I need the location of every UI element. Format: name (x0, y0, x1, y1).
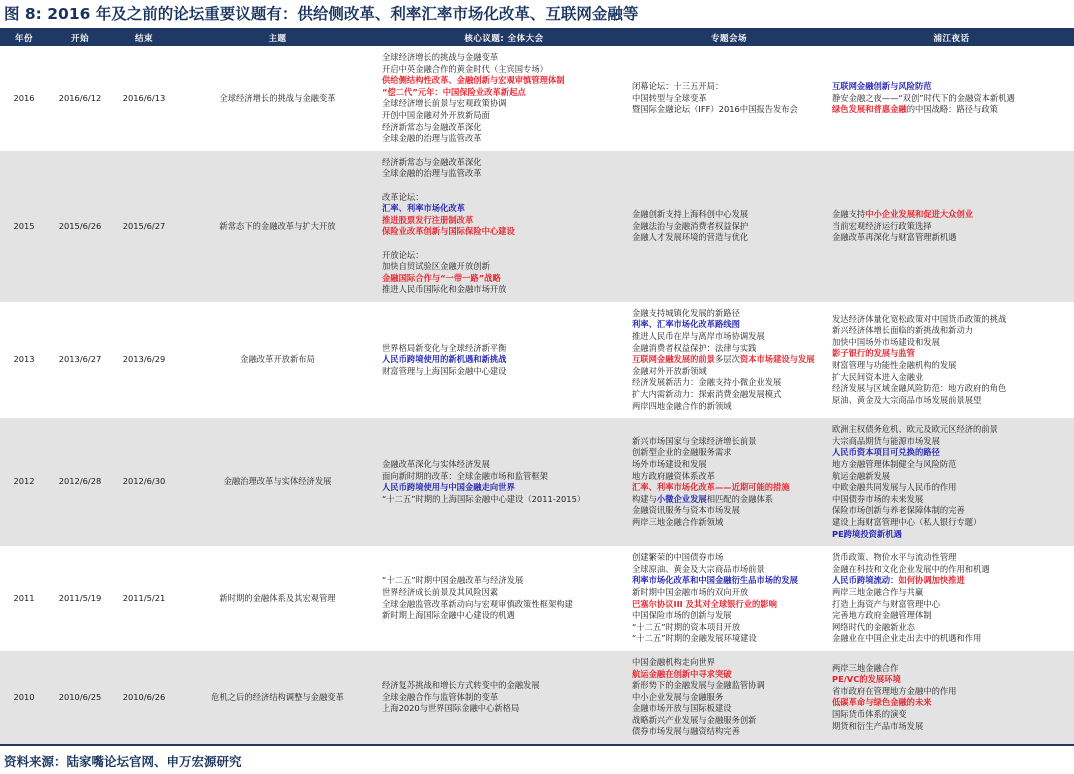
table-row (0, 302, 1074, 418)
topic-line: 全球金融的治理与监管改革 (382, 168, 482, 179)
topic-line (382, 180, 626, 192)
topic-line: 两岸四地金融合作的新领域 (632, 400, 732, 411)
table-body (0, 46, 1074, 744)
row-night-topics (829, 151, 1074, 302)
topic-line: 财富管理与上海国际金融中心建设 (382, 365, 507, 376)
topic-line: 人民币跨境使用的新机遇和新挑战 (382, 354, 507, 365)
column-header-end: 结束 (112, 29, 176, 47)
topic-line: PE/VC的发展环境 (832, 674, 901, 685)
row-year: 2013 (0, 302, 48, 418)
topic-line: 金融人才发展环境的营造与优化 (632, 232, 749, 243)
topic-line: 保险业改革创新与国际保险中心建设 (382, 226, 515, 237)
topic-line: 国际货币体系的演变 (832, 709, 907, 720)
column-header-year: 年份 (0, 29, 48, 47)
topic-line: 加快中国场外市场建设和发展 (832, 336, 940, 347)
figure-title: 图 8: 2016 年及之前的论坛重要议题有：供给侧改革、利率汇率市场化改革、互联网金融等 (4, 5, 639, 23)
topic-line: 扩大民间资本进入金融业 (832, 371, 924, 382)
row-session-topics (629, 651, 829, 744)
topic-segment: 互联网金融发展的前景 (632, 354, 715, 365)
topic-line: 省市政府在管理地方金融中的作用 (832, 685, 957, 696)
row-end-date: 2013/6/29 (112, 302, 176, 418)
topic-line: 金融资讯服务与资本市场发展 (632, 505, 740, 516)
row-theme: 全球经济增长的挑战与金融变革 (176, 46, 379, 151)
topic-line: 面向新时期的改革：全球金融市场和监管框架 (382, 470, 548, 481)
topic-line: 金融在科技和文化企业发展中的作用和机遇 (832, 563, 990, 574)
topic-line: 巴塞尔协议III 及其对全球银行业的影响 (632, 598, 777, 609)
row-end-date: 2015/6/27 (112, 151, 176, 302)
topic-line: 金融法治与金融消费者权益保护 (632, 220, 749, 231)
topic-line: 利率、汇率市场化改革路线图 (632, 319, 740, 330)
topic-line: 开放论坛： (382, 249, 424, 260)
topic-line: 欧洲主权债务危机、欧元及欧元区经济的前景 (832, 424, 998, 435)
row-start-date: 2011/5/19 (48, 546, 112, 651)
column-header-session: 专题会场 (629, 29, 829, 47)
row-start-date: 2012/6/28 (48, 418, 112, 546)
row-session-topics (629, 46, 829, 151)
topic-line: 金融支持城镇化发展的新路径 (632, 307, 740, 318)
topic-segment: 人民币跨境流动： (832, 575, 899, 586)
topic-segment: 绿色发展和普惠金融 (832, 104, 907, 115)
topic-line: 地方金融管理体制健全与风险防范 (832, 459, 957, 469)
topic-line: 两岸三地金融合作新领域 (632, 516, 724, 527)
topic-segment: 的中国战略：路径与政策 (906, 104, 998, 115)
topic-line (832, 104, 1071, 116)
topic-line: 汇率、利率市场化改革 (382, 203, 465, 214)
topic-line: “十二五”时期的金融发展环境建设 (632, 633, 757, 644)
topic-line: 期货和衍生产品市场发展 (832, 720, 924, 731)
topic-line (632, 354, 826, 366)
topic-line: “十二五”时期的资本项目开放 (632, 621, 741, 632)
row-session-topics (629, 151, 829, 302)
column-header-start: 开始 (48, 29, 112, 47)
topic-line: 航运金融新发展 (832, 470, 891, 481)
topic-line: 金融消费者权益保护：法律与实践 (632, 342, 757, 353)
row-core-topics (379, 302, 629, 418)
topic-line: 打造上海资产与财富管理中心 (832, 598, 940, 609)
topic-line: 影子银行的发展与监管 (832, 348, 915, 359)
column-header-theme: 主题 (176, 29, 379, 47)
topic-segment: 多层次 (714, 354, 740, 365)
row-theme: 危机之后的经济结构调整与金融变革 (176, 651, 379, 744)
topic-line: 航运金融在创新中寻求突破 (632, 668, 732, 679)
topic-line: 新兴市场国家与全球经济增长前景 (632, 435, 757, 446)
forum-topics-table (0, 28, 1074, 744)
topic-line: “偿二代”元年：中国保险业改革新起点 (382, 86, 526, 97)
row-core-topics (379, 651, 629, 744)
row-core-topics (379, 151, 629, 302)
topic-line: 暨国际金融论坛（IFF）2016中国报告发布会 (632, 104, 798, 115)
table-row (0, 151, 1074, 302)
topic-line: 低碳革命与绿色金融的未来 (832, 697, 932, 708)
topic-line: 经济发展新活力：金融支持小微企业发展 (632, 377, 782, 388)
topic-line: 金融对外开放新领域 (632, 365, 707, 376)
topic-line: 建设上海财富管理中心（私人银行专题） (832, 516, 982, 527)
topic-segment: 相匹配的金融体系 (706, 493, 774, 504)
topic-line: 债券市场发展与融资结构完善 (632, 726, 740, 737)
topic-line: 全球金融合作与监管体制的变革 (382, 691, 499, 702)
row-core-topics (379, 418, 629, 546)
topic-line: 供给侧结构性改革、金融创新与宏观审慎管理体制 (382, 75, 565, 86)
topic-line: 当前宏观经济运行政策选择 (832, 220, 932, 231)
row-year: 2011 (0, 546, 48, 651)
topic-line: PE跨境投资新机遇 (832, 528, 902, 539)
topic-line: 两岸三地金融合作与共赢 (832, 586, 924, 597)
row-end-date: 2010/6/26 (112, 651, 176, 744)
topic-segment: 中小企业发展和促进大众创业 (865, 208, 974, 219)
row-start-date: 2010/6/25 (48, 651, 112, 744)
row-year: 2012 (0, 418, 48, 546)
row-night-topics (829, 651, 1074, 744)
topic-segment: 构建与 (632, 493, 657, 504)
topic-line: 全球经济增长的挑战与金融变革 (382, 52, 499, 62)
topic-line: 金融业在中国企业走出去中的机遇和作用 (832, 633, 982, 644)
row-end-date: 2011/5/21 (112, 546, 176, 651)
topic-line: 经济新常态与金融改革深化 (382, 156, 482, 167)
topic-segment: 资本市场建设与发展 (739, 354, 815, 365)
row-theme: 新常态下的金融改革与扩大开放 (176, 151, 379, 302)
topic-line: 保险市场创新与养老保障体制的完善 (832, 505, 965, 516)
row-year: 2010 (0, 651, 48, 744)
row-start-date: 2016/6/12 (48, 46, 112, 151)
topic-line: 金融市场开放与国际板建设 (632, 703, 732, 714)
topic-line: 扩大内需新动力：探索消费金融发展模式 (632, 389, 782, 400)
table-header-row (0, 29, 1074, 47)
row-night-topics (829, 302, 1074, 418)
topic-line: 大宗商品期货与能源市场发展 (832, 435, 940, 446)
topic-line: 加快自贸试验区金融开放创新 (382, 261, 490, 272)
topic-line: 全球原油、黄金及大宗商品市场前景 (632, 563, 765, 574)
topic-line: 全球金融监管改革新动向与宏观审慎政策性框架构建 (382, 598, 573, 609)
table-row (0, 546, 1074, 651)
topic-line: 金融国际合作与“一带一路”战略 (382, 272, 501, 283)
topic-line: 互联网金融创新与风险防范 (832, 80, 932, 91)
topic-line: 推进股票发行注册制改革 (382, 214, 474, 225)
topic-line: 全球经济增长前景与宏观政策协调 (382, 98, 507, 109)
topic-line: 开启中英金融合作的黄金时代（主宾国专场） (382, 63, 548, 74)
topic-line: 中国债券市场的未来发展 (832, 493, 924, 504)
topic-line: 财富管理与功能性金融机构的发展 (832, 360, 957, 371)
row-theme: 新时期的金融体系及其宏观管理 (176, 546, 379, 651)
row-start-date: 2013/6/27 (48, 302, 112, 418)
table-row (0, 651, 1074, 744)
topic-line: 世界格局新变化与全球经济新平衡 (382, 342, 507, 353)
topic-line: 经济发展与区域金融风险防范：地方政府的角色 (832, 383, 1007, 394)
topic-line (832, 575, 1071, 587)
topic-segment: 小微企业发展 (656, 493, 707, 504)
topic-line: 中国保险市场的创新与发展 (632, 610, 732, 621)
topic-line: 改革论坛： (382, 191, 424, 202)
topic-line: 原油、黄金及大宗商品市场发展前景展望 (832, 394, 982, 405)
topic-line (832, 209, 1071, 221)
topic-line: 战略新兴产业发展与金融服务创新 (632, 714, 757, 725)
topic-line: 全球金融的治理与监管改革 (382, 133, 482, 144)
row-year: 2016 (0, 46, 48, 151)
topic-line: 金融改革再深化与财富管理新机遇 (832, 232, 957, 243)
topic-line: “十二五”时期的上海国际金融中心建设（2011-2015） (382, 493, 586, 504)
topic-line: 新兴经济体增长面临的新挑战和新动力 (832, 325, 974, 336)
topic-line: 经济复苏挑战和增长方式转变中的金融发展 (382, 680, 540, 691)
topic-line (632, 494, 826, 506)
topic-line: 静安金融之夜——“双创”时代下的金融资本新机遇 (832, 92, 1015, 103)
table-row (0, 46, 1074, 151)
topic-segment: 金融支持 (832, 208, 866, 219)
topic-line: “十二五”时期中国金融改革与经济发展 (382, 575, 524, 586)
topic-line: 中国转型与全球变革 (632, 92, 707, 103)
source-note: 资料来源：陆家嘴论坛官网、申万宏源研究 (4, 754, 242, 770)
topic-line: 人民币跨境使用与中国金融走向世界 (382, 482, 515, 493)
topic-line: 人民币资本项目可兑换的路径 (832, 447, 940, 458)
topic-segment: 如何协调加快推进 (898, 575, 965, 586)
row-theme: 金融治理改革与实体经济发展 (176, 418, 379, 546)
topic-line: 金融创新支持上海科创中心发展 (632, 208, 749, 219)
topic-line: 场外市场建设和发展 (632, 459, 707, 469)
topic-line: 货币政策、物价水平与流动性管理 (832, 552, 957, 563)
row-theme: 金融改革开放新布局 (176, 302, 379, 418)
topic-line: 发达经济体量化宽松政策对中国货币政策的挑战 (832, 313, 1007, 324)
topic-line: 新时期中国金融市场的双向开放 (632, 586, 749, 597)
topic-line: 闭幕论坛：十三五开局： (632, 80, 724, 91)
topic-line: 创建繁荣的中国债券市场 (632, 552, 724, 563)
row-session-topics (629, 546, 829, 651)
topic-line: 推进人民币在岸与离岸市场协调发展 (632, 331, 765, 342)
topic-line: 汇率、利率市场化改革——近期可能的措施 (632, 482, 790, 493)
topic-line: 中国金融机构走向世界 (632, 656, 715, 667)
topic-line: 推进人民币国际化和金融市场开放 (382, 284, 507, 295)
row-night-topics (829, 46, 1074, 151)
topic-line: 经济新常态与金融改革深化 (382, 121, 482, 132)
row-year: 2015 (0, 151, 48, 302)
row-core-topics (379, 546, 629, 651)
topic-line: 中小企业发展与金融服务 (632, 691, 724, 702)
row-core-topics (379, 46, 629, 151)
row-end-date: 2012/6/30 (112, 418, 176, 546)
topic-line: 中欧金融共同发展与人民币的作用 (832, 482, 957, 493)
topic-line: 利率市场化改革和中国金融衍生品市场的发展 (632, 575, 798, 586)
topic-line: 完善地方政府金融管理体制 (832, 610, 932, 621)
row-session-topics (629, 418, 829, 546)
row-night-topics (829, 418, 1074, 546)
topic-line: 新时期上海国际金融中心建设的机遇 (382, 610, 515, 621)
topic-line: 开创中国金融对外开放新局面 (382, 109, 490, 120)
row-night-topics (829, 546, 1074, 651)
row-end-date: 2016/6/13 (112, 46, 176, 151)
row-session-topics (629, 302, 829, 418)
column-header-core: 核心议题: 全体大会 (379, 29, 629, 47)
column-header-night: 浦江夜话 (829, 29, 1074, 47)
topic-line: 世界经济成长前景及其风险因素 (382, 586, 499, 597)
topic-line: 网络时代的金融新业态 (832, 621, 915, 632)
table-row (0, 418, 1074, 546)
topic-line: 上海2020与世界国际金融中心新格局 (382, 703, 520, 714)
topic-line: 两岸三地金融合作 (832, 662, 899, 673)
row-start-date: 2015/6/26 (48, 151, 112, 302)
topic-line: 新形势下的金融发展与金融监管协调 (632, 680, 765, 691)
topic-line (382, 238, 626, 250)
topic-line: 地方政府融资体系改革 (632, 470, 715, 481)
topic-line: 金融改革深化与实体经济发展 (382, 459, 490, 469)
topic-line: 创新型企业的金融服务需求 (632, 447, 732, 458)
